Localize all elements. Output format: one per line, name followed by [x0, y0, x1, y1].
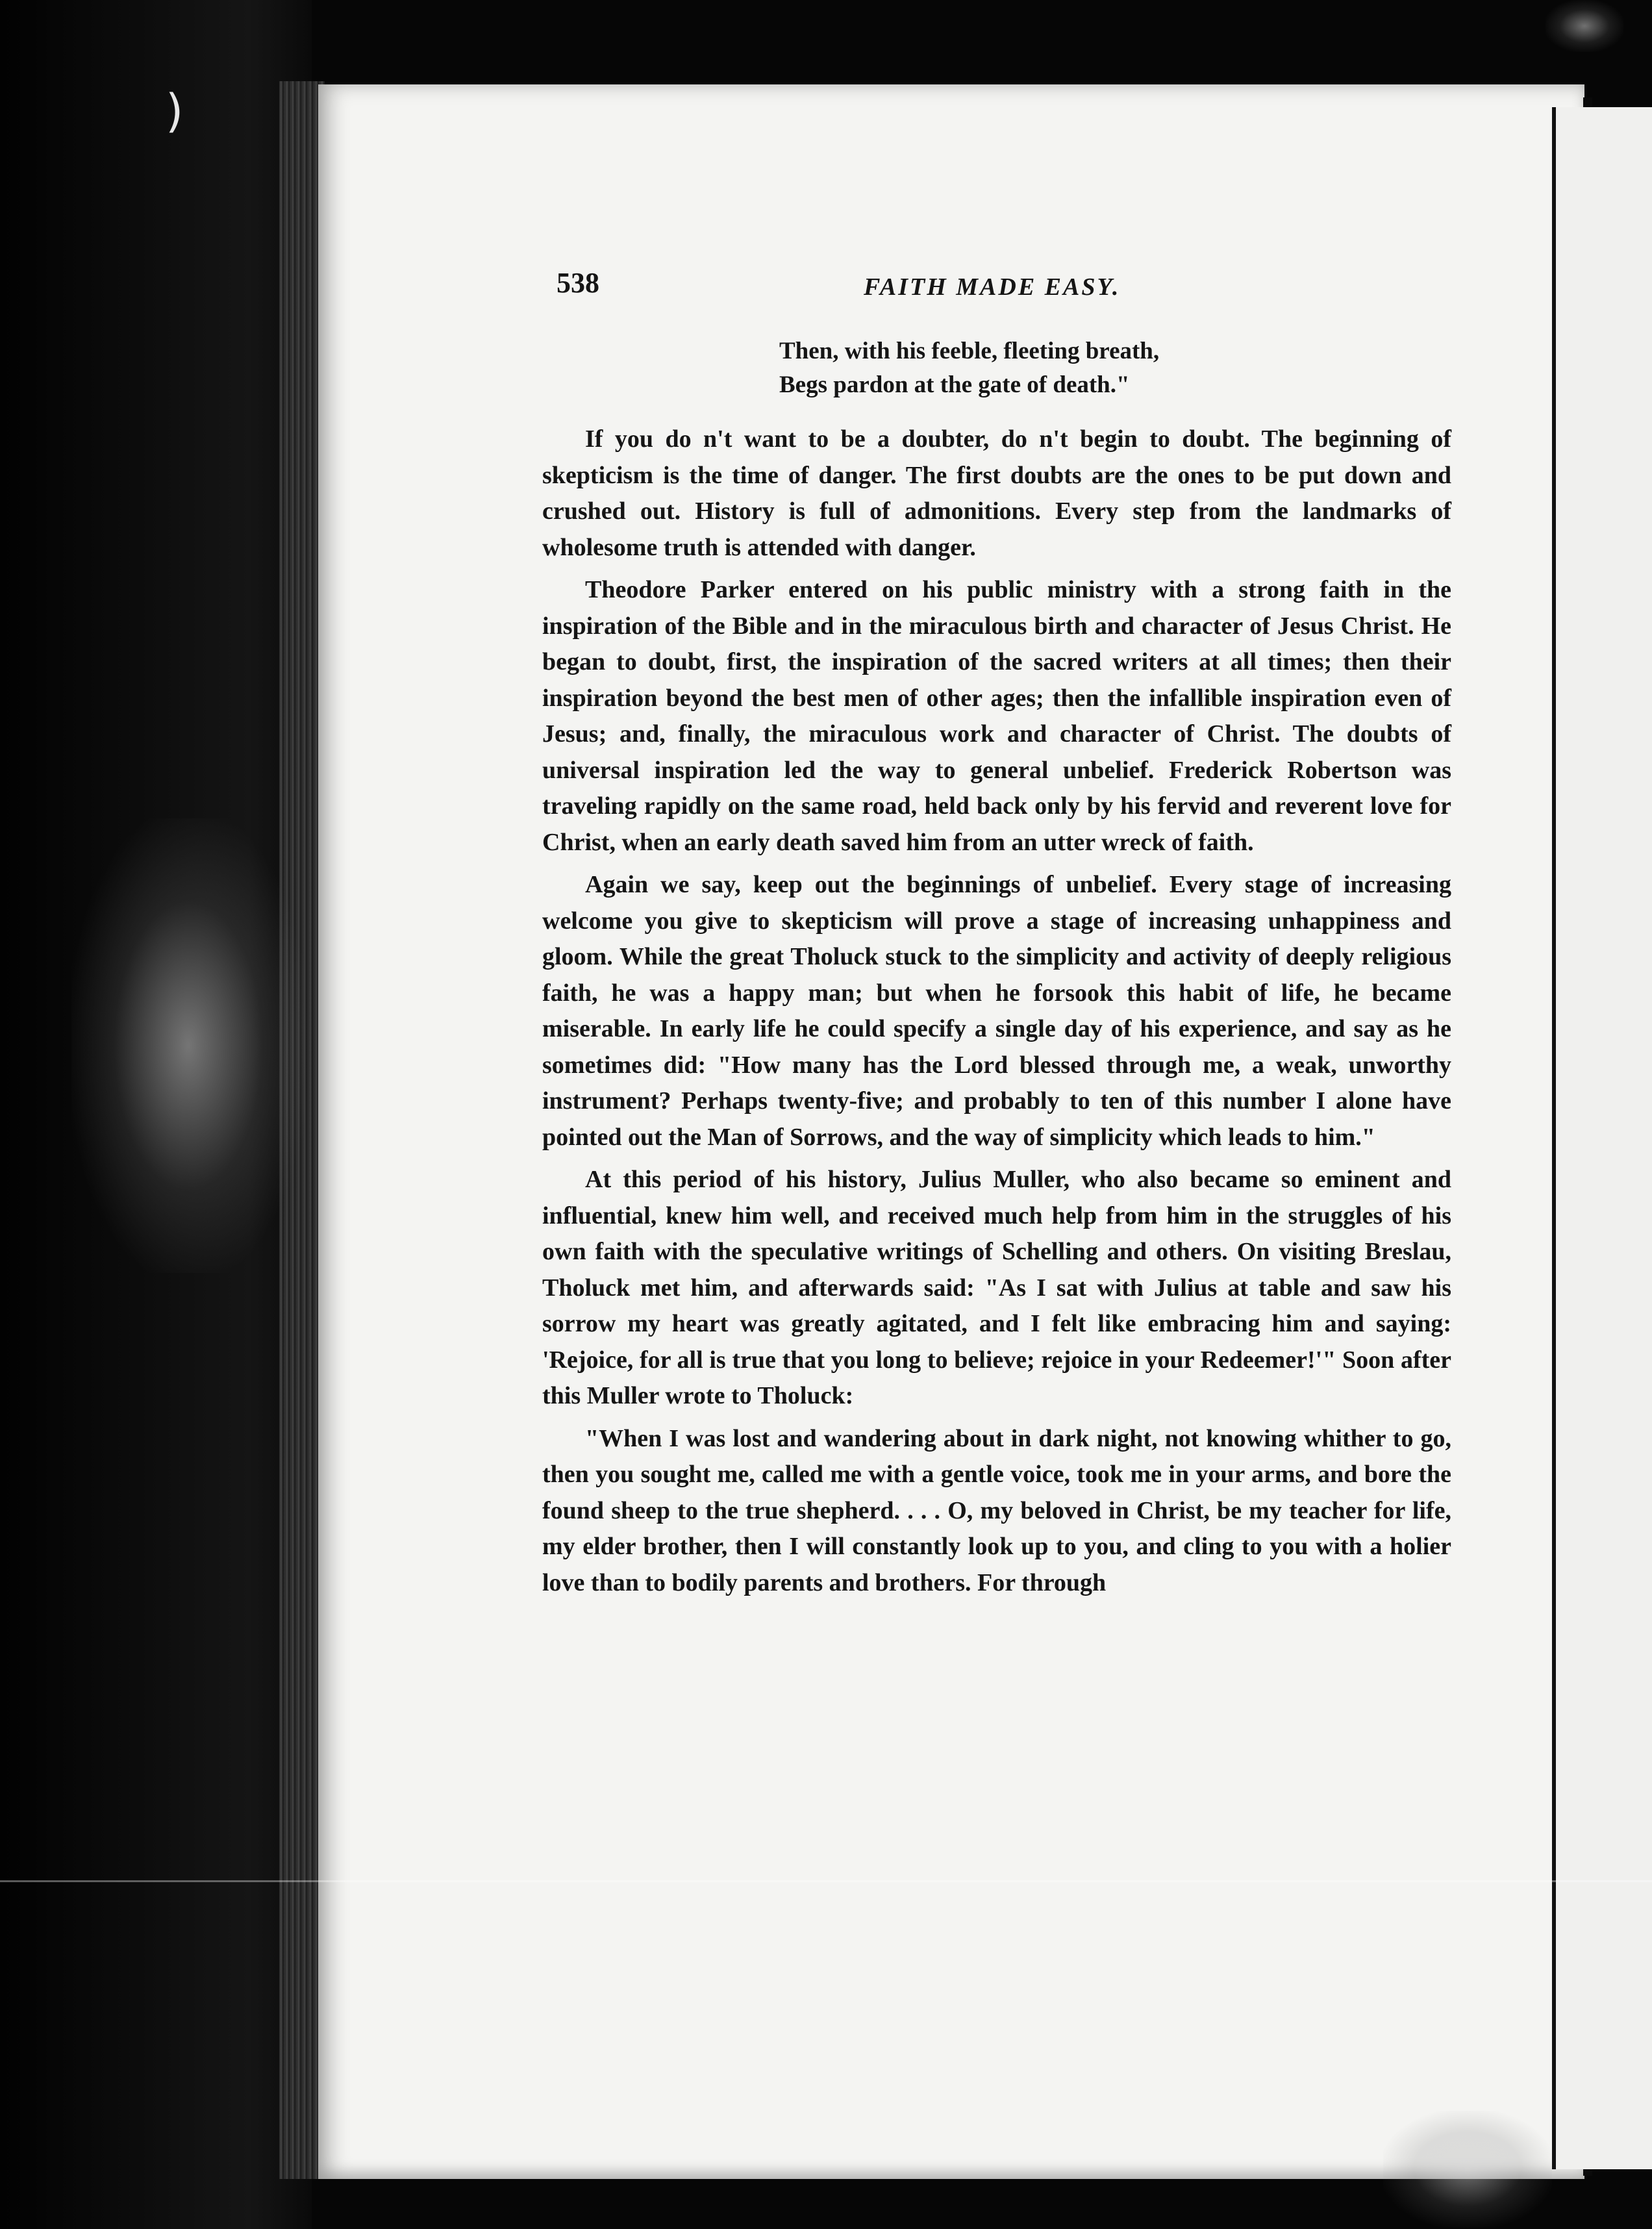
page-number: 538	[557, 267, 599, 299]
book-spine-shadow	[0, 0, 312, 2229]
paragraph-parker: Theodore Parker entered on his public ministry with a strong faith in the inspiration of the Bible and in the miraculous birth and character of Jesus Christ. He began to doubt, first, the inspiration of the sacred writers at all times; then their inspiration beyond the best men of other ages; then the infallible inspiration even of Jesus; and, finally, the miraculous work and character of Christ. The doubts of universal inspiration led the way to general unbelief. Frederick Robertson was traveling rapidly on the same road, held back only by his fervid and reverent love for Christ, when an early death saved him from an utter wreck of faith.	[542, 576, 1451, 856]
poem-line: Then, with his feeble, fleeting breath,	[779, 338, 1160, 364]
scan-artifact-line	[0, 1880, 1652, 1882]
paragraph-tholuck: Again we say, keep out the beginnings of unbelief. Every stage of increasing welcome you give to skepticism will prove a stage of increasing unhappiness and gloom. While the great Tholuck stuck to the simplicity and activity of deeply religious faith, he was a happy man; but when he forsook this habit of life, he became miserable. In early life he could specify a single day of his experience, and say as he sometimes did: "How many has the Lord blessed through me, a weak, unworthy instrument? Perhaps twenty-five; and probably to ten of this number I alone have pointed out the Man of Sorrows, and the way of simplicity which leads to him."	[542, 871, 1451, 1151]
poem-line: Begs pardon at the gate of death."	[779, 372, 1130, 398]
poem-quote	[779, 334, 1451, 402]
running-title: FAITH MADE EASY.	[864, 273, 1121, 301]
paragraph-muller: At this period of his history, Julius Muller, who also became so eminent and influential, knew him well, and received much help from him in the struggles of his own faith with the speculative writings of Schelling and others. On visiting Breslau, Tholuck met him, and afterwards said: "As I sat with Julius at table and saw his sorrow my heart was greatly agitated, and I felt like embracing him and saying: 'Rejoice, for all is true that you long to believe; rejoice in your Redeemer!'" Soon after this Muller wrote to Tholuck:	[542, 1166, 1451, 1409]
paragraph-doubt: If you do n't want to be a doubter, do n't begin to doubt. The beginning of skepticism is the time of danger. The first doubts are the ones to be put down and crushed out. History is full of admonitions. Every step from the landmarks of wholesome truth is attended with danger.	[542, 425, 1451, 561]
paragraph-letter: "When I was lost and wandering about in dark night, not knowing whither to go, then you sought me, called me with a gentle voice, took me in your arms, and bore the found sheep to the true shepherd. . . . O, my beloved in Christ, be my teacher for life, my elder brother, then I will constantly look up to you, and cling to you with a holier love than to bodily parents and brothers. For through	[542, 1424, 1451, 1596]
margin-mark: )	[166, 84, 184, 138]
page-header	[542, 260, 1451, 305]
scan-smudge	[1546, 0, 1623, 52]
facing-page-edge	[1552, 107, 1652, 2169]
page-text	[542, 260, 1451, 1607]
